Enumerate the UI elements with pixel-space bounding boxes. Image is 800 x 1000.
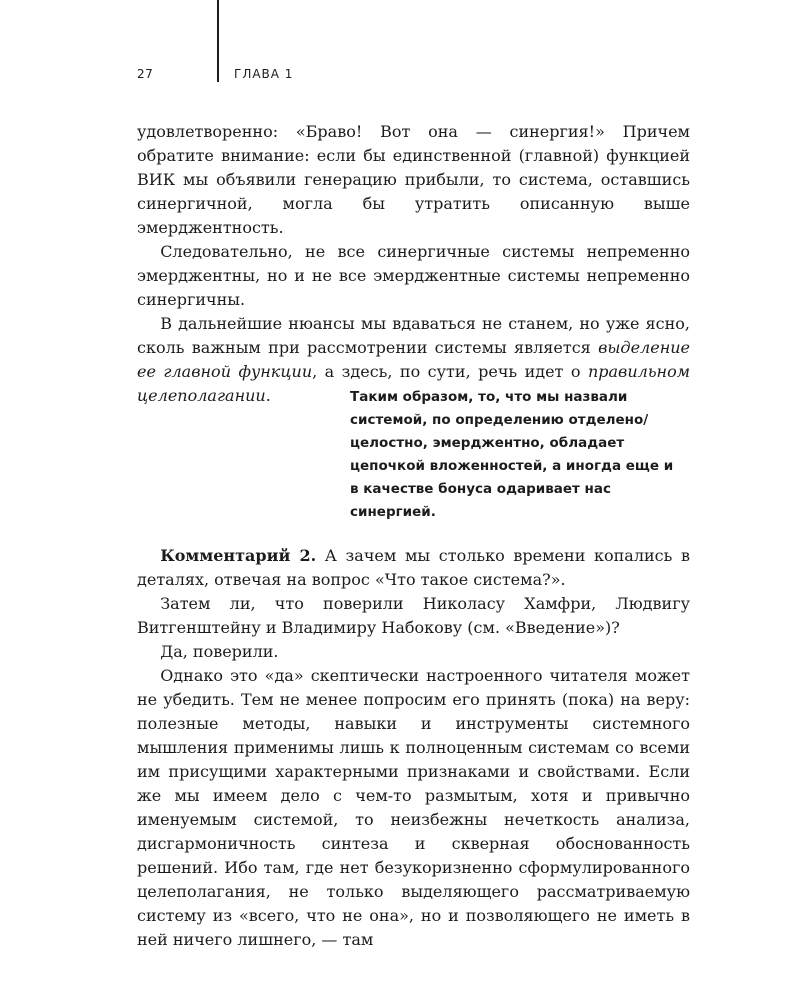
paragraph-text: А зачем мы столько времени копались в деталях, отвечая на вопрос «Что такое система?». xyxy=(137,546,690,589)
body-text-top xyxy=(137,120,690,408)
paragraph-text: В дальнейшие нюансы мы вдаваться не станем, но уже ясно, сколь важным при рассмотрении системы является xyxy=(137,314,690,357)
paragraph: Затем ли, что поверили Николасу Хамфри, Людвигу Витгенштейну и Владимиру Набокову (см. «Введение»)? xyxy=(137,594,690,637)
emphasis-text: выделение ее главной функции xyxy=(137,338,690,381)
paragraph xyxy=(137,544,690,592)
chapter-title: ГЛАВА 1 xyxy=(234,67,294,81)
comment-label: Комментарий 2. xyxy=(160,546,317,565)
paragraph: удовлетворенно: «Браво! Вот она — синергия!» Причем обратите внимание: если бы единственной (главной) функцией ВИК мы объявили генерацию прибыли, то система, оставшись синергичной, могла бы утратить описанную выше эмерджентность. xyxy=(137,122,690,237)
pull-quote: Таким образом, то, что мы назвали системой, по определению отделено/целостно, эмерджентно, обладает цепочкой вложенностей, а иногда еще и в качестве бонуса одаривает нас синергией. xyxy=(350,389,674,520)
paragraph-text: , а здесь, по сути, речь идет о xyxy=(312,362,588,381)
emphasis-text: правильном целеполагании xyxy=(137,362,690,405)
body-text-bottom xyxy=(137,544,690,952)
paragraph-text: . xyxy=(265,386,271,405)
page-number: 27 xyxy=(137,67,154,81)
paragraph: Однако это «да» скептически настроенного читателя может не убедить. Тем не менее попросим его принять (пока) на веру: полезные методы, навыки и инструменты системного мышления применимы лишь к полноценным системам со всеми им присущими характерными признаками и свойствами. Если же мы имеем дело с чем-то размытым, хотя и привычно именуемым системой, то неизбежны нечеткость анализа, дисгармоничность синтеза и скверная обоснованность решений. Ибо там, где нет безукоризненно сформулированного целеполагания, не только выделяющего рассматриваемую систему из «всего, что не она», но и позволяющего не иметь в ней ничего лишнего, — там xyxy=(137,666,690,949)
paragraph: Да, поверили. xyxy=(160,642,279,661)
paragraph: Следовательно, не все синергичные системы непременно эмерджентны, но и не все эмерджентные системы непременно синергичны. xyxy=(137,242,690,309)
header-divider xyxy=(217,0,219,82)
